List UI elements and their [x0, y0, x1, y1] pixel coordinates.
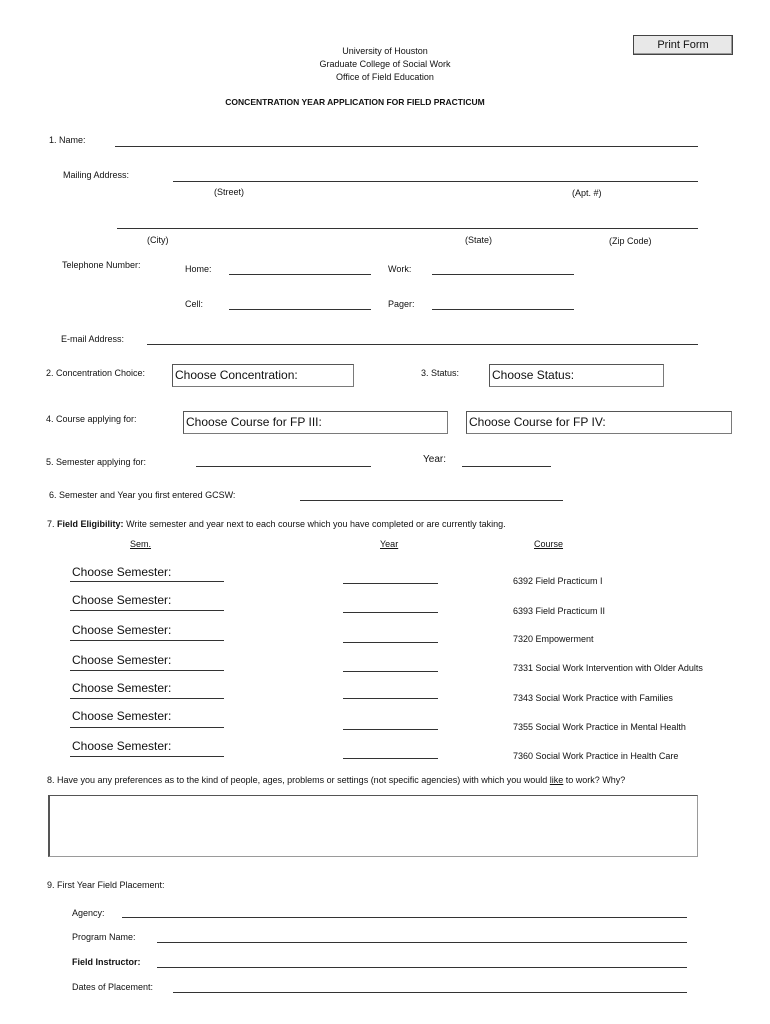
- city-state-zip-field[interactable]: [117, 228, 698, 229]
- state-caption: (State): [465, 235, 493, 245]
- year-applying-field[interactable]: [462, 466, 551, 467]
- office-name: Office of Field Education: [336, 72, 434, 82]
- concentration-label: 2. Concentration Choice:: [46, 368, 146, 378]
- field-instructor-field[interactable]: [157, 967, 687, 968]
- print-form-button[interactable]: Print Form: [633, 35, 733, 55]
- first-entered-field[interactable]: [300, 500, 563, 501]
- concentration-select[interactable]: Choose Concentration:: [172, 364, 354, 387]
- cell-phone-field[interactable]: [229, 309, 371, 310]
- semester-underline: [70, 581, 224, 582]
- course-year-field[interactable]: [343, 671, 438, 672]
- semester-select[interactable]: Choose Semester:: [72, 593, 172, 607]
- agency-label: Agency:: [72, 908, 105, 918]
- program-name-label: Program Name:: [72, 932, 136, 942]
- semester-underline: [70, 698, 224, 699]
- agency-field[interactable]: [122, 917, 687, 918]
- mailing-address-label: Mailing Address:: [63, 170, 130, 180]
- course-year-field[interactable]: [343, 583, 438, 584]
- street-caption: (Street): [214, 187, 245, 197]
- form-title: CONCENTRATION YEAR APPLICATION FOR FIELD PRACTICUM: [225, 97, 485, 107]
- course-label: 7320 Empowerment: [513, 634, 594, 644]
- q7-number: 7.: [47, 519, 55, 529]
- sem-column-header: Sem.: [130, 539, 152, 549]
- dates-placement-field[interactable]: [173, 992, 687, 993]
- course-label: 6392 Field Practicum I: [513, 576, 603, 586]
- work-phone-field[interactable]: [432, 274, 574, 275]
- semester-select[interactable]: Choose Semester:: [72, 653, 172, 667]
- home-label: Home:: [185, 264, 212, 274]
- status-label: 3. Status:: [421, 368, 460, 378]
- preferences-textarea[interactable]: [48, 795, 698, 857]
- email-label: E-mail Address:: [61, 334, 125, 344]
- first-year-placement-label: 9. First Year Field Placement:: [47, 880, 165, 890]
- course-year-field[interactable]: [343, 698, 438, 699]
- name-label: 1. Name:: [49, 135, 86, 145]
- email-field[interactable]: [147, 344, 698, 345]
- zip-caption: (Zip Code): [609, 236, 652, 246]
- course-fp4-select[interactable]: Choose Course for FP IV:: [466, 411, 732, 434]
- home-phone-field[interactable]: [229, 274, 371, 275]
- semester-select[interactable]: Choose Semester:: [72, 681, 172, 695]
- course-year-field[interactable]: [343, 642, 438, 643]
- course-fp3-select[interactable]: Choose Course for FP III:: [183, 411, 448, 434]
- field-instructor-label: Field Instructor:: [72, 957, 141, 967]
- course-year-field[interactable]: [343, 758, 438, 759]
- program-name-field[interactable]: [157, 942, 687, 943]
- cell-label: Cell:: [185, 299, 204, 309]
- year-column-header: Year: [380, 539, 399, 549]
- semester-underline: [70, 610, 224, 611]
- course-applying-label: 4. Course applying for:: [46, 414, 137, 424]
- course-label: 7355 Social Work Practice in Mental Health: [513, 722, 686, 732]
- dates-placement-label: Dates of Placement:: [72, 982, 154, 992]
- course-year-field[interactable]: [343, 729, 438, 730]
- street-field[interactable]: [173, 181, 698, 182]
- pager-label: Pager:: [388, 299, 415, 309]
- semester-select[interactable]: Choose Semester:: [72, 739, 172, 753]
- name-field[interactable]: [115, 146, 698, 147]
- apt-caption: (Apt. #): [572, 188, 602, 198]
- field-eligibility-label: [47, 519, 506, 529]
- course-label: 7343 Social Work Practice with Families: [513, 693, 673, 703]
- work-label: Work:: [388, 264, 412, 274]
- semester-applying-label: 5. Semester applying for:: [46, 457, 147, 467]
- course-label: 7331 Social Work Intervention with Older Adults: [513, 663, 703, 673]
- course-column-header: Course: [534, 539, 564, 549]
- preferences-question: [47, 775, 625, 785]
- college-name: Graduate College of Social Work: [319, 59, 451, 69]
- semester-select[interactable]: Choose Semester:: [72, 623, 172, 637]
- pager-field[interactable]: [432, 309, 574, 310]
- semester-select[interactable]: Choose Semester:: [72, 565, 172, 579]
- semester-applying-field[interactable]: [196, 466, 371, 467]
- q8-like: like: [549, 775, 564, 785]
- telephone-label: Telephone Number:: [62, 260, 141, 270]
- q7-bold-label: Field Eligibility:: [57, 519, 124, 529]
- semester-select[interactable]: Choose Semester:: [72, 709, 172, 723]
- semester-underline: [70, 670, 224, 671]
- q8-text-a: 8. Have you any preferences as to the kind of people, ages, problems or settings (not specific agencies) with which you would: [47, 775, 550, 785]
- course-label: 6393 Field Practicum II: [513, 606, 606, 616]
- q8-text-b: to work? Why?: [563, 775, 626, 785]
- city-caption: (City): [147, 235, 169, 245]
- q7-instructions: Write semester and year next to each course which you have completed or are currently taking.: [126, 519, 506, 529]
- course-label: 7360 Social Work Practice in Health Care: [513, 751, 679, 761]
- semester-underline: [70, 727, 224, 728]
- first-entered-label: 6. Semester and Year you first entered GCSW:: [49, 490, 236, 500]
- course-year-field[interactable]: [343, 612, 438, 613]
- status-select[interactable]: Choose Status:: [489, 364, 664, 387]
- university-name: University of Houston: [342, 46, 428, 56]
- semester-underline: [70, 756, 224, 757]
- year-label: Year:: [423, 454, 446, 465]
- semester-underline: [70, 640, 224, 641]
